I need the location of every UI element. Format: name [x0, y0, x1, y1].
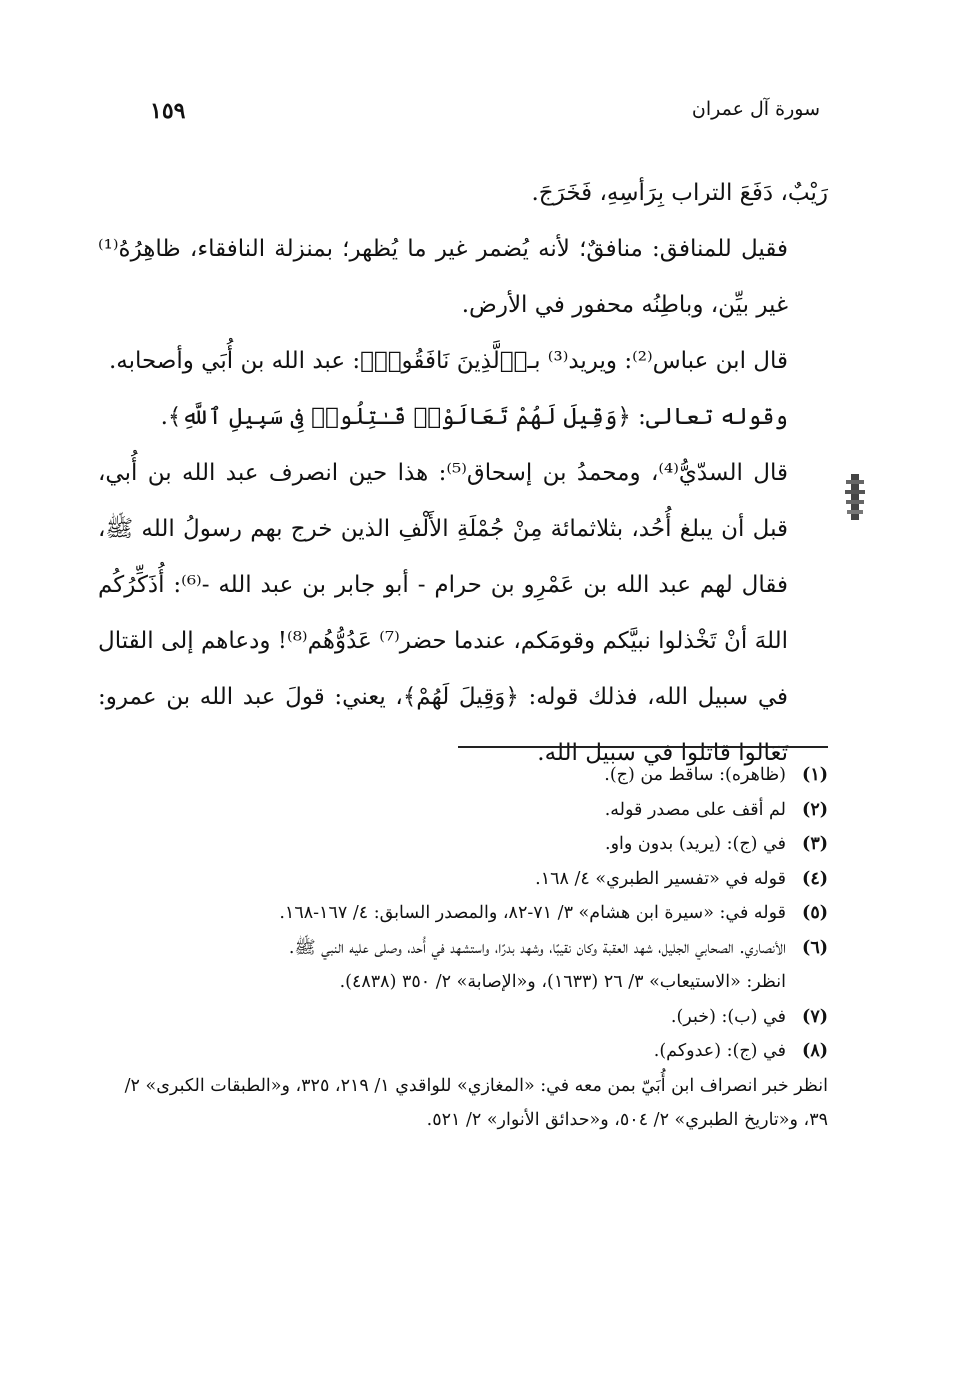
paragraph-2: فقيل للمنافق: منافقٌ؛ لأنه يُضمر غير ما يُظهر؛ بمنزلة النافقاء، ظاهِرُهُ⁽¹⁾ غير بيِّن، وباطِنُه محفور في الأرض.: [98, 236, 788, 318]
footnote-text: في (ج): (عدوكم).: [653, 1041, 786, 1061]
footnote-text: قوله في «تفسير الطبري» ٤/ ١٦٨.: [535, 868, 786, 889]
footnote-text: (ظاهره): ساقط من (ج).: [604, 765, 786, 785]
footnote-divider: [458, 746, 828, 748]
manuscript-margin-mark-icon: [842, 472, 868, 522]
footnote-text: الأنصاري. الصحابي الجليل، شهد العقبة وكان نقيبًا، وشهد بدرًا، واستشهد في أُحد، وصلى عليه النبي ﷺ.: [288, 937, 786, 958]
footnote-5: [98, 896, 828, 931]
paragraph-1: رَيْبٌ، دَفَعَ التراب بِرَأسِهِ، فَخَرَجَ.: [531, 180, 828, 206]
footnote-number: (١): [802, 765, 828, 785]
footnote-8: [98, 1034, 828, 1069]
main-text: [98, 165, 828, 781]
footnotes: [98, 758, 828, 1138]
footnote-number: (٢): [802, 799, 828, 820]
footnote-text: لم أقف على مصدر قوله.: [604, 799, 786, 820]
footnote-text: في (ب): (خبر).: [670, 1006, 786, 1027]
footnote-text: قوله في: «سيرة ابن هشام» ٣/ ٧١-٨٢، والمصدر السابق: ٤/ ١٦٧-١٦٨.: [279, 903, 786, 923]
footnote-number: (٨): [802, 1041, 828, 1061]
footnote-6-reference: انظر: «الاستيعاب» ٣/ ٢٦ (١٦٣٣)، و«الإصابة» ٢/ ٣٥٠ (٤٨٣٨).: [339, 972, 786, 992]
footnote-1: [98, 758, 828, 793]
closing-reference-note: انظر خبر انصراف ابن أُبَيّ بمن معه في: «المغازي» للواقدي ١/ ٢١٩، ٣٢٥، و«الطبقات الكبرى» ٢/ ٣٩، و«تاريخ الطبري» ٢/ ٥٠٤، و«حدائق الأنوار» ٢/ ٥٢١.: [124, 1075, 828, 1130]
footnote-4: [98, 862, 828, 897]
page-number: ١٥٩: [150, 98, 186, 124]
footnote-number: (٣): [802, 834, 828, 854]
footnote-number: (٧): [802, 1006, 828, 1027]
footnote-2: [98, 793, 828, 828]
paragraph-3: قال ابن عباس⁽²⁾: ويريد⁽³⁾ بـ﴿ٱلَّذِينَ نَافَقُوا۟﴾: عبد الله بن أُبَي وأصحابه.: [108, 348, 788, 374]
footnote-number: (٦): [802, 937, 828, 958]
paragraph-5: قال السدّيُّ⁽⁴⁾، ومحمدُ بن إسحاق⁽⁵⁾: هذا حين انصرف عبد الله بن أُبي، قبل أن يبلغ أُحُد، بثلاثمائة مِنْ جُمْلَةِ الأَلْفِ الذين خرج بهم رسولُ الله ﷺ، فقال لهم عبد الله بن عَمْرِو بن حرام - أبو جابر بن عبد الله -⁽⁶⁾: أُذَكِّرُكُم اللهَ أنْ تَخْذلوا نبيَّكم وقومَكم، عندما حضر⁽⁷⁾ عَدُوُّهُم⁽⁸⁾! ودعاهم إلى القتال في سبيل الله، فذلك قوله: ﴿وَقِيلَ لَهُمْ﴾، يعني: قولَ عبد الله بن عمرو: تَعَالوا قاتلوا في سبيل الله.: [98, 460, 789, 766]
footnote-6: [98, 931, 828, 966]
footnote-number: (٥): [802, 903, 828, 923]
running-header-title: سورة آل عمران: [691, 98, 820, 120]
footnote-text: في (ج): (يريد) بدون واو.: [605, 834, 786, 854]
footnote-3: [98, 827, 828, 862]
paragraph-4: وقوله تعالى: ﴿وَقِيلَ لَهُمْ تَعَالَوْا۟ قَـٰتِلُوا۟ فِى سَبِيلِ ٱللَّهِ﴾.: [160, 404, 788, 430]
footnote-7: [98, 1000, 828, 1035]
footnote-number: (٤): [802, 868, 828, 889]
